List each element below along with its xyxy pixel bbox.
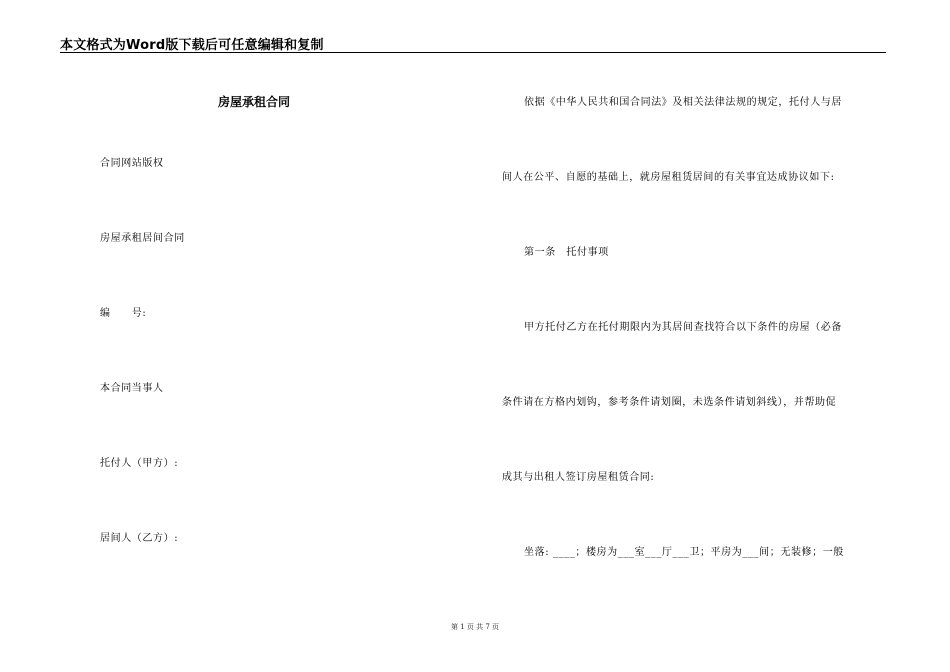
header-title: 本文格式为Word版下载后可任意编辑和复制	[60, 38, 324, 53]
document-title: 房屋承租合同	[218, 95, 291, 109]
right-line-1: 依据《中华人民共和国合同法》及相关法律法规的规定，托付人与居	[524, 97, 842, 108]
left-line-parties: 本合同当事人	[100, 383, 164, 394]
right-line-7: 坐落: ____；楼房为___室___厅___卫；平房为___间；无装修；一般	[524, 547, 844, 558]
right-line-5: 条件请在方格内划钩，参考条件请划圈，未选条件请划斜线），并帮助促	[502, 397, 837, 408]
right-line-article-1: 第一条 托付事项	[524, 247, 609, 258]
right-line-6: 成其与出租人签订房屋租赁合同:	[502, 472, 655, 483]
left-line-number: 编 号:	[100, 308, 147, 319]
left-line-copyright: 合同网站版权	[100, 158, 164, 169]
page-footer: 第 1 页 共 7 页	[450, 623, 500, 631]
right-line-4: 甲方托付乙方在托付期限内为其居间查找符合以下条件的房屋（必备	[524, 322, 842, 333]
left-line-contract-name: 房屋承租居间合同	[100, 233, 185, 244]
left-line-party-a: 托付人（甲方）:	[100, 458, 179, 469]
left-line-party-b: 居间人（乙方）:	[100, 533, 179, 544]
right-line-2: 间人在公平、自愿的基础上，就房屋租赁居间的有关事宜达成协议如下:	[502, 172, 835, 183]
page-header	[60, 32, 886, 53]
